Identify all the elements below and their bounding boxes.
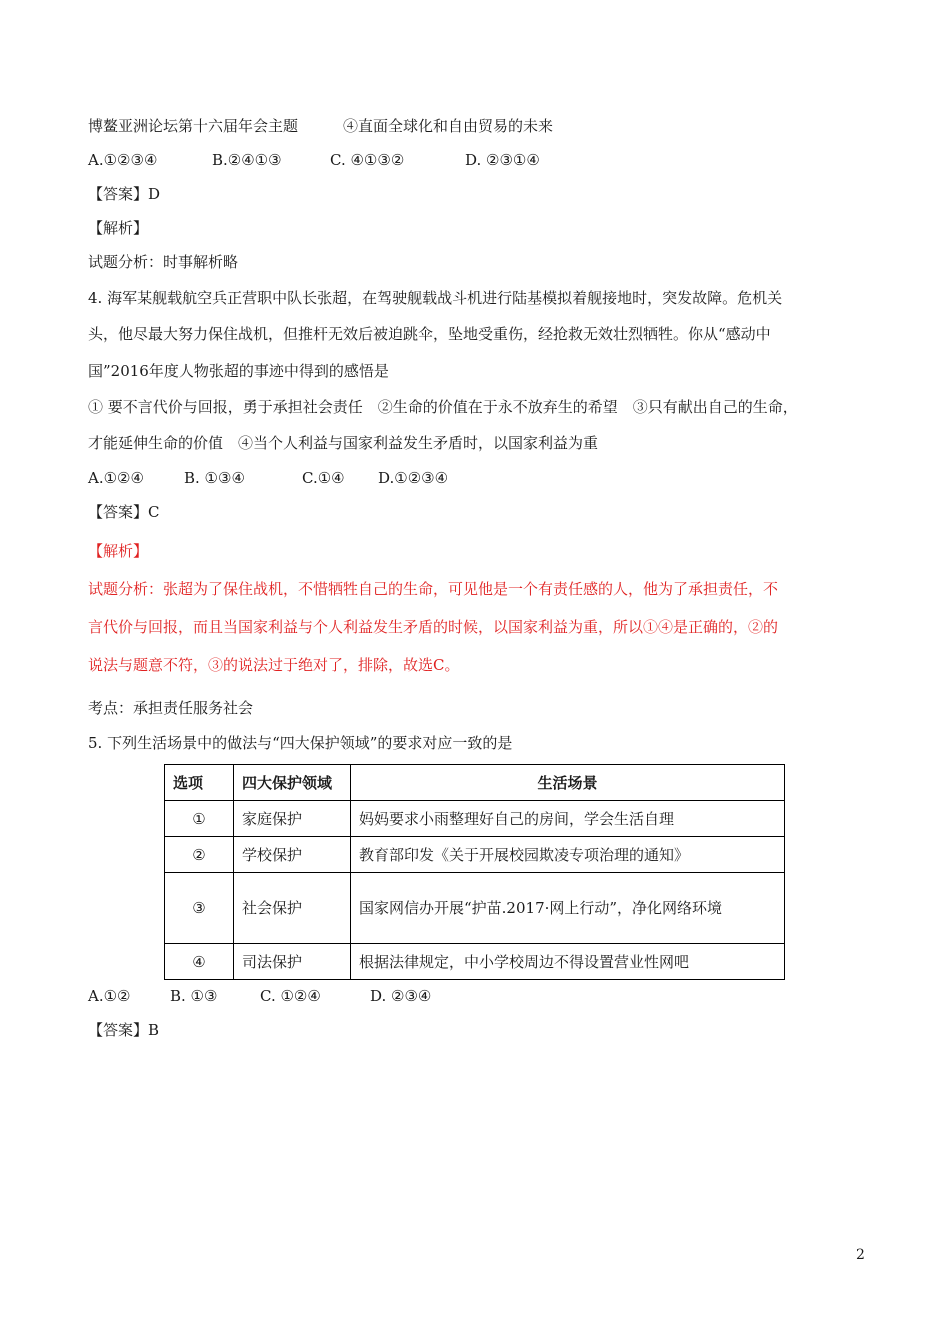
analysis-text: 言代价与回报，而且当国家利益与个人利益发生矛盾的时候，以国家利益为重，所以①④是正确的，②的 (88, 618, 779, 636)
table-header-row (165, 765, 785, 801)
option-c: C. ④①③② (330, 151, 405, 169)
answer-label: 【答案】B (88, 1021, 160, 1039)
table-cell: 教育部印发《关于开展校园欺凌专项治理的通知》 (351, 837, 785, 873)
table-row (165, 944, 785, 980)
option-b: B.②④①③ (212, 151, 282, 169)
table-cell: ② (165, 837, 234, 873)
option-a: A.①②④ (88, 469, 144, 487)
question-4-statements-cont: 才能延伸生命的价值 ④当个人利益与国家利益发生矛盾时，以国家利益为重 (88, 434, 599, 452)
table-cell: 学校保护 (234, 837, 351, 873)
option-c: C. ①②④ (260, 987, 321, 1005)
answer-options (88, 986, 431, 1006)
table-row (165, 837, 785, 873)
analysis-label: 【解析】 (88, 219, 149, 237)
option-c: C.①④ (302, 469, 345, 487)
question-5: 5. 下列生活场景中的做法与“四大保护领域”的要求对应一致的是 (88, 734, 513, 752)
option-d: D. ②③①④ (465, 151, 540, 169)
question-4: 4. 海军某舰载航空兵正营职中队长张超，在驾驶舰载战斗机进行陆基模拟着舰接地时，突发故障。危机关 (88, 289, 783, 307)
table-cell: ④ (165, 944, 234, 980)
option-d: D. ②③④ (370, 987, 432, 1005)
text-line: 博鳌亚洲论坛第十六届年会主题 ④直面全球化和自由贸易的未来 (88, 117, 554, 135)
table-row (165, 801, 785, 837)
table-header: 四大保护领域 (234, 765, 351, 801)
table-cell: 妈妈要求小雨整理好自己的房间，学会生活自理 (351, 801, 785, 837)
option-b: B. ①③ (170, 987, 218, 1005)
knowledge-point: 考点：承担责任服务社会 (88, 699, 254, 717)
table-row (165, 873, 785, 944)
option-d: D.①②③④ (378, 469, 449, 487)
option-a: A.①② (88, 987, 131, 1005)
table-cell: 社会保护 (234, 873, 351, 944)
question-4-cont: 国”2016年度人物张超的事迹中得到的感悟是 (88, 362, 389, 380)
question-4-cont: 头，他尽最大努力保住战机，但推杆无效后被迫跳伞，坠地受重伤，经抢救无效壮烈牺牲。你从“感动中 (88, 325, 771, 343)
answer-options (88, 468, 448, 488)
protection-table (164, 764, 785, 980)
table-cell: 司法保护 (234, 944, 351, 980)
answer-label: 【答案】D (88, 185, 161, 203)
answer-options (88, 150, 540, 170)
table-header: 生活场景 (351, 765, 785, 801)
table-header: 选项 (165, 765, 234, 801)
table-cell: 家庭保护 (234, 801, 351, 837)
option-b: B. ①③④ (184, 469, 245, 487)
table-cell: ③ (165, 873, 234, 944)
analysis-text: 试题分析：时事解析略 (88, 253, 239, 271)
option-a: A.①②③④ (88, 151, 158, 169)
analysis-text: 试题分析：张超为了保住战机，不惜牺牲自己的生命，可见他是一个有责任感的人，他为了承担责任，不 (88, 580, 779, 598)
table-cell: 国家网信办开展“护苗.2017·网上行动”，净化网络环境 (351, 873, 785, 944)
table-cell: 根据法律规定，中小学校周边不得设置营业性网吧 (351, 944, 785, 980)
table-cell: ① (165, 801, 234, 837)
analysis-text: 说法与题意不符，③的说法过于绝对了，排除，故选C。 (88, 656, 460, 674)
page-number: 2 (856, 1247, 865, 1263)
analysis-label: 【解析】 (88, 542, 149, 560)
question-4-statements: ① 要不言代价与回报，勇于承担社会责任 ②生命的价值在于永不放弃生的希望 ③只有献出自己的生命， (88, 398, 798, 416)
answer-label: 【答案】C (88, 503, 160, 521)
